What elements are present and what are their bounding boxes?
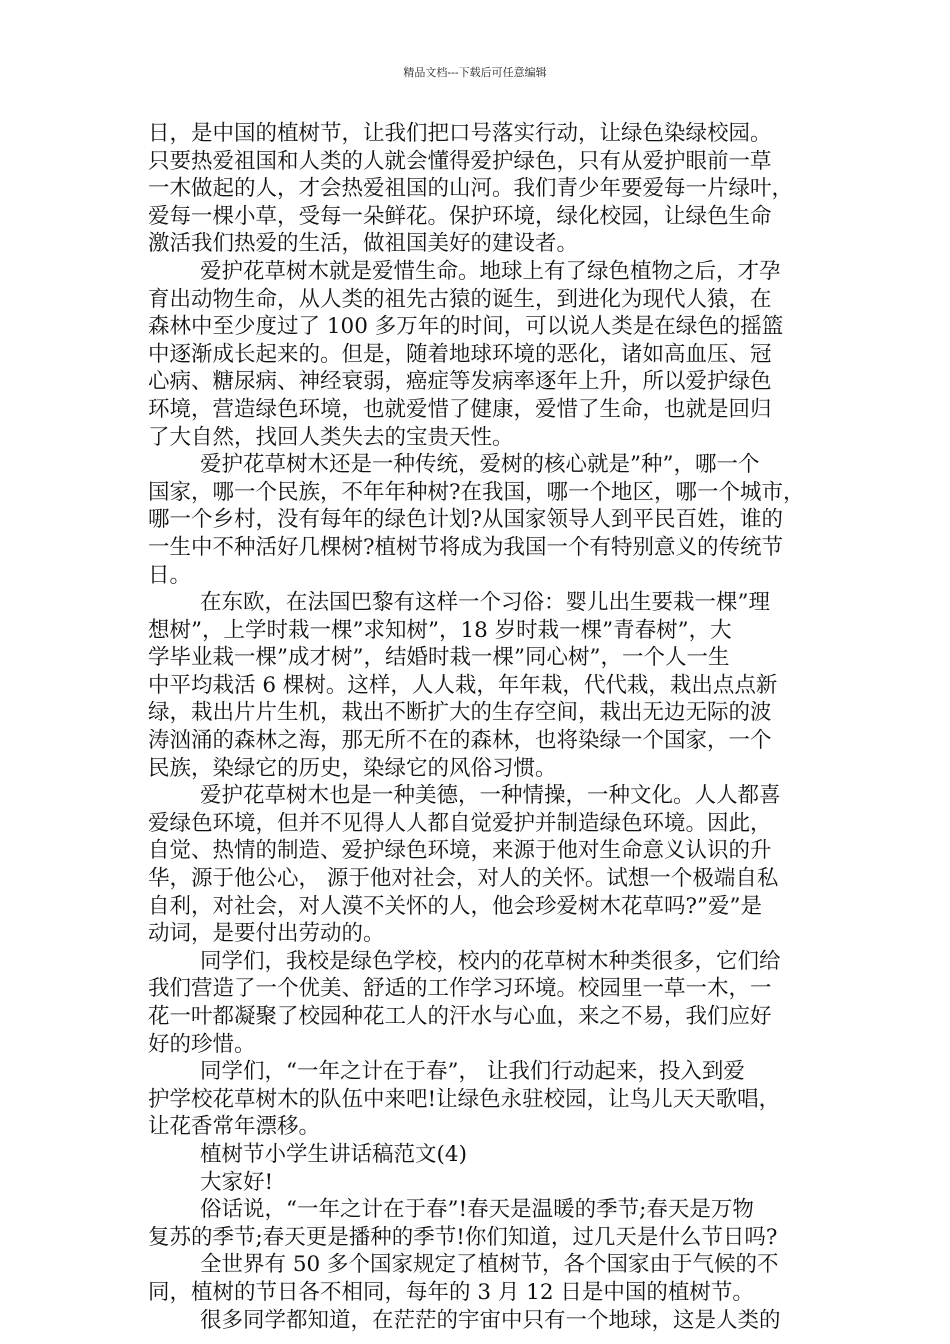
paragraph-start-line: 俗话说，“一年之计在于春”!春天是温暖的季节;春天是万物 [200, 1197, 754, 1223]
text-line: 动词，是要付出劳动的。 [148, 921, 385, 947]
text-line: 爱绿色环境，但并不见得人人都自觉爱护并制造绿色环境。因此， [148, 810, 772, 836]
text-line: 环境，营造绿色环境，也就爱惜了健康，爱惜了生命，也就是回归 [148, 396, 772, 422]
text-line: 涛汹涌的森林之海，那无所不在的森林，也将染绿一个国家，一个 [148, 728, 772, 754]
paragraph-start-line: 同学们，“一年之计在于春”， 让我们行动起来，投入到爱 [200, 1059, 745, 1085]
text-line: 华，源于他公心， 源于他对社会，对人的关怀。试想一个极端自私 [148, 866, 779, 892]
paragraph-start-line: 爱护花草树木也是一种美德，一种情操，一种文化。人人都喜 [200, 783, 781, 809]
text-line: 一生中不种活好几棵树?植树节将成为我国一个有特别意义的传统节 [148, 534, 784, 560]
text-line: 让花香常年漂移。 [148, 1114, 321, 1140]
text-line: 好的珍惜。 [148, 1031, 256, 1057]
text-line: 学毕业栽一棵”成才树”，结婚时栽一棵”同心树”，一个人一生 [148, 645, 730, 671]
text-line: 自利，对社会，对人漠不关怀的人，他会珍爱树木花草吗?”爱”是 [148, 893, 763, 919]
text-line: 心病、糖尿病、神经衰弱，癌症等发病率逐年上升，所以爱护绿色 [148, 369, 772, 395]
text-line: 同，植树的节日各不相同，每年的 3 月 12 日是中国的植树节。 [148, 1279, 754, 1305]
paragraph-start-line: 爱护花草树木就是爱惜生命。地球上有了绿色植物之后，才孕 [200, 258, 781, 284]
paragraph-start-line: 很多同学都知道，在茫茫的宇宙中只有一个地球，这是人类的 [200, 1307, 781, 1333]
text-line: 民族，染绿它的历史，染绿它的风俗习惯。 [148, 755, 557, 781]
paragraph-start-line: 爱护花草树木还是一种传统，爱树的核心就是”种”，哪一个 [200, 452, 760, 478]
text-line: 中逐渐成长起来的。但是，随着地球环境的恶化，诸如高血压、冠 [148, 341, 772, 367]
text-line: 激活我们热爱的生活，做祖国美好的建设者。 [148, 231, 579, 257]
text-line: 自觉、热情的制造、爱护绿色环境，来源于他对生命意义认识的升 [148, 838, 772, 864]
text-line: 育出动物生命，从人类的祖先古猿的诞生，到进化为现代人猿，在 [148, 286, 772, 312]
text-line: 日，是中国的植树节，让我们把口号落实行动，让绿色染绿校园。 [148, 121, 772, 146]
text-line: 花一叶都凝聚了校园种花工人的汗水与心血，来之不易，我们应好 [148, 1004, 772, 1029]
text-line: 复苏的季节;春天更是播种的季节!你们知道，过几天是什么节日吗? [148, 1224, 778, 1250]
text-line: 一木做起的人，才会热爱祖国的山河。我们青少年要爱每一片绿叶， [148, 176, 794, 202]
text-line: 中平均栽活 6 棵树。这样，人人栽，年年栽，代代栽，栽出点点新 [148, 672, 778, 698]
page-header: 精品文档---下载后可任意编辑 [403, 66, 547, 79]
text-line: 爱每一棵小草，受每一朵鲜花。保护环境，绿化校园，让绿色生命 [148, 203, 772, 229]
text-line: 日。 [148, 562, 192, 588]
text-line: 森林中至少度过了 100 多万年的时间，可以说人类是在绿色的摇篮 [148, 314, 784, 340]
text-line: 哪一个乡村，没有每年的绿色计划?从国家领导人到平民百姓，谁的 [148, 507, 784, 533]
text-line: 我们营造了一个优美、舒适的工作学习环境。校园里一草一木，一 [148, 976, 772, 1002]
text-line: 绿，栽出片片生机，栽出不断扩大的生存空间，栽出无边无际的波 [148, 700, 772, 726]
paragraph-start-line: 在东欧，在法国巴黎有这样一个习俗：婴儿出生要栽一棵”理 [200, 590, 770, 616]
text-line: 护学校花草树木的队伍中来吧!让绿色永驻校园，让鸟儿天天歌唱， [148, 1086, 781, 1112]
text-line: 了大自然，找回人类失去的宝贵天性。 [148, 424, 514, 450]
text-line: 想树”，上学时栽一棵”求知树”，18 岁时栽一棵”青春树”，大 [148, 617, 732, 643]
text-line: 国家，哪一个民族，不年年种树?在我国，哪一个地区，哪一个城市， [148, 479, 805, 505]
document-body [148, 120, 820, 1334]
paragraph-start-line: 大家好! [200, 1169, 274, 1195]
text-line: 只要热爱祖国和人类的人就会懂得爱护绿色，只有从爱护眼前一草 [148, 148, 772, 174]
paragraph-start-line: 同学们，我校是绿色学校，校内的花草树木种类很多，它们给 [200, 948, 781, 974]
paragraph-start-line: 植树节小学生讲话稿范文(4) [200, 1141, 467, 1167]
paragraph-start-line: 全世界有 50 多个国家规定了植树节，各个国家由于气候的不 [200, 1252, 779, 1278]
